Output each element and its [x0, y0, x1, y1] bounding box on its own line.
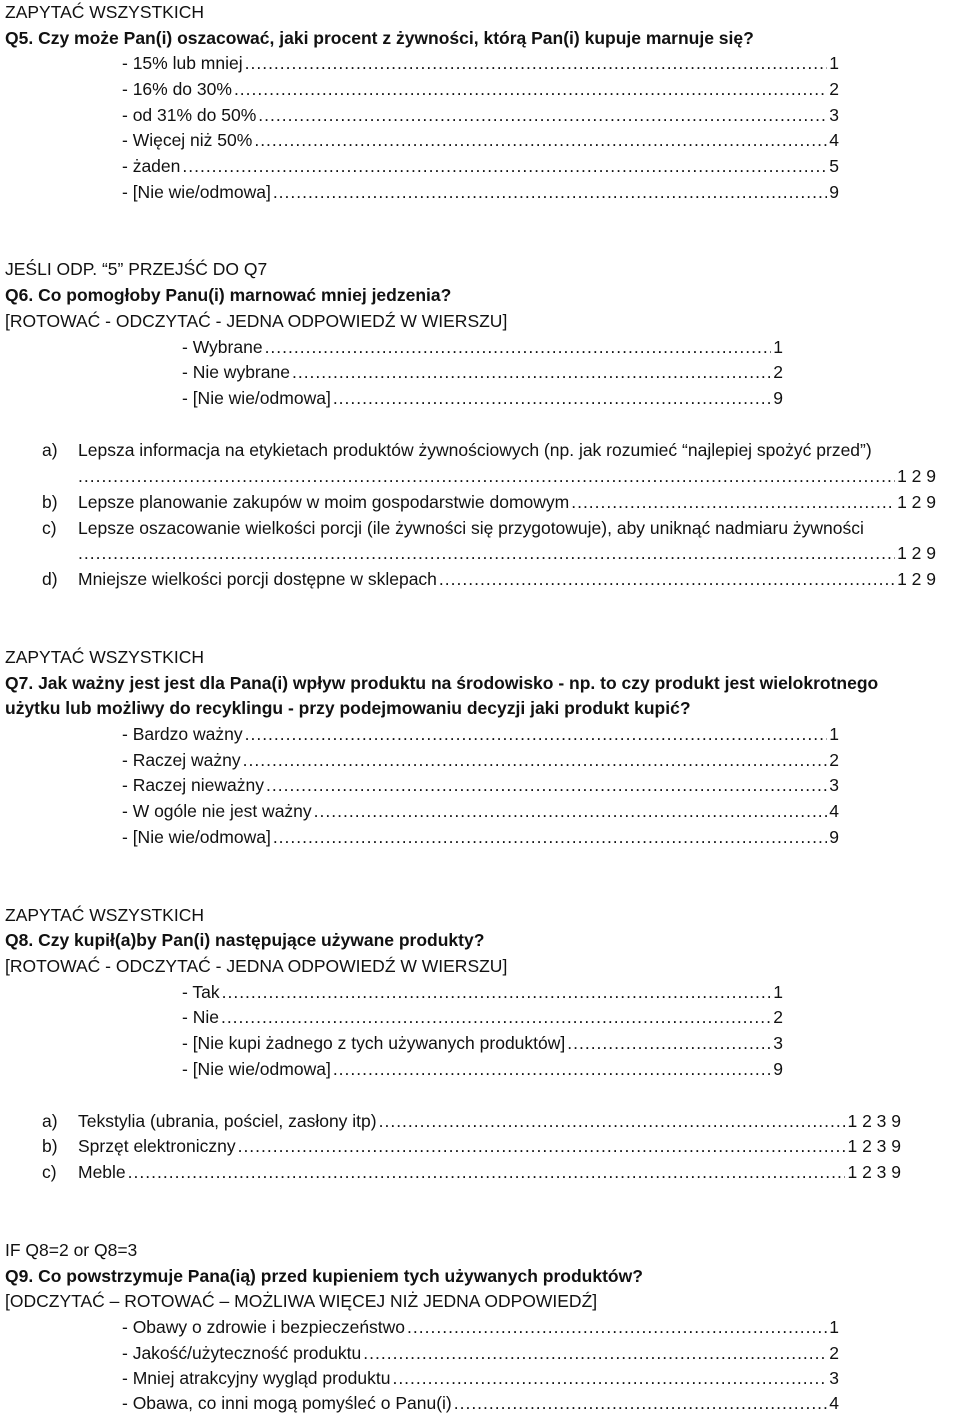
q5-instruction: ZAPYTAĆ WSZYSTKICH	[5, 2, 204, 22]
q5-option-5	[122, 155, 839, 177]
q9-option-3	[122, 1367, 839, 1389]
option-code: 4	[829, 801, 839, 821]
q5-option-1	[122, 52, 839, 74]
option-label: - od 31% do 50%	[122, 105, 257, 125]
option-label: - [Nie wie/odmowa]	[122, 827, 271, 847]
option-label: - Wybrane	[182, 337, 263, 357]
q7-option-3	[122, 774, 839, 796]
q8-item-b	[78, 1135, 901, 1157]
q8-option-3	[182, 1032, 783, 1054]
item-text: Tekstylia (ubrania, pościel, zasłony itp)	[78, 1111, 377, 1131]
q8-item-letter-a: a)	[42, 1111, 58, 1131]
q7-option-1	[122, 723, 839, 745]
item-codes: 1 2 3 9	[847, 1136, 901, 1156]
q7-instruction: ZAPYTAĆ WSZYSTKICH	[5, 647, 204, 667]
q6-item-letter-c: c)	[42, 518, 57, 538]
q6-option-9	[182, 387, 783, 409]
option-code: 4	[829, 130, 839, 150]
option-code: 2	[829, 79, 839, 99]
q8-instruction-rotate: [ROTOWAĆ - ODCZYTAĆ - JEDNA ODPOWIEDŹ W WIERSZU]	[5, 956, 508, 976]
option-code: 3	[773, 1033, 783, 1053]
option-label: - Obawy o zdrowie i bezpieczeństwo	[122, 1317, 406, 1337]
q6-instruction: [ROTOWAĆ - ODCZYTAĆ - JEDNA ODPOWIEDŹ W WIERSZU]	[5, 311, 508, 331]
q8-item-a	[78, 1110, 901, 1132]
q5-skip-instruction: JEŚLI ODP. “5” PRZEJŚĆ DO Q7	[5, 259, 268, 279]
option-label: - [Nie wie/odmowa]	[182, 388, 331, 408]
option-code: 2	[829, 750, 839, 770]
option-label: - Raczej ważny	[122, 750, 241, 770]
q6-item-letter-d: d)	[42, 569, 58, 589]
item-codes: 1 2 9	[897, 569, 936, 589]
option-label: - Nie wybrane	[182, 362, 290, 382]
q6-item-codes-a	[78, 465, 936, 487]
option-code: 1	[829, 724, 839, 744]
q6-question: Q6. Co pomogłoby Panu(i) marnować mniej jedzenia?	[5, 285, 452, 305]
q6-item-d	[78, 568, 936, 590]
q6-item-b	[78, 491, 936, 513]
q6-item-codes-c	[78, 542, 936, 564]
q6-item-letter-b: b)	[42, 492, 58, 512]
option-code: 3	[829, 1368, 839, 1388]
option-code: 9	[829, 827, 839, 847]
q9-instruction: [ODCZYTAĆ – ROTOWAĆ – MOŻLIWA WIĘCEJ NIŻ JEDNA ODPOWIEDŹ]	[5, 1291, 598, 1311]
q7-question-line1: Q7. Jak ważny jest jest dla Pana(i) wpływ produktu na środowisko - np. to czy produkt jest wielokrotnego	[5, 673, 879, 693]
option-code: 9	[829, 182, 839, 202]
q9-option-1	[122, 1316, 839, 1338]
q9-option-2	[122, 1342, 839, 1364]
q7-option-4	[122, 800, 839, 822]
item-codes: 1 2 9	[897, 543, 936, 563]
option-code: 5	[829, 156, 839, 176]
option-code: 2	[773, 362, 783, 382]
item-codes: 1 2 9	[897, 492, 936, 512]
q9-question: Q9. Co powstrzymuje Pana(ią) przed kupieniem tych używanych produktów?	[5, 1266, 643, 1286]
option-label: - Obawa, co inni mogą pomyśleć o Panu(i)	[122, 1393, 452, 1413]
option-label: - [Nie wie/odmowa]	[122, 182, 271, 202]
option-code: 9	[773, 1059, 783, 1079]
option-label: - Bardzo ważny	[122, 724, 243, 744]
option-label: - 15% lub mniej	[122, 53, 243, 73]
q7-question-line2: użytku lub możliwy do recyklingu - przy podejmowaniu decyzji jaki produkt kupić?	[5, 698, 691, 718]
option-code: 9	[773, 388, 783, 408]
q5-option-2	[122, 78, 839, 100]
option-label: - 16% do 30%	[122, 79, 232, 99]
option-label: - żaden	[122, 156, 181, 176]
option-code: 1	[829, 1317, 839, 1337]
option-code: 3	[829, 105, 839, 125]
q7-option-9	[122, 826, 839, 848]
item-codes: 1 2 3 9	[847, 1111, 901, 1131]
q8-item-letter-b: b)	[42, 1136, 58, 1156]
option-code: 2	[829, 1343, 839, 1363]
item-text: Meble	[78, 1162, 126, 1182]
option-label: - Więcej niż 50%	[122, 130, 253, 150]
option-code: 2	[773, 1007, 783, 1027]
item-codes: 1 2 9	[897, 466, 936, 486]
q5-option-9	[122, 181, 839, 203]
q9-option-4	[122, 1392, 839, 1414]
item-text: Lepsze planowanie zakupów w moim gospodarstwie domowym	[78, 492, 570, 512]
option-label: - Mniej atrakcyjny wygląd produktu	[122, 1368, 391, 1388]
option-code: 3	[829, 775, 839, 795]
q6-item-text-c: Lepsze oszacowanie wielkości porcji (ile żywności się przygotowuje), aby uniknąć nadmiaru żywności	[78, 518, 864, 538]
q6-option-2	[182, 361, 783, 383]
option-code: 1	[773, 337, 783, 357]
q9-condition: IF Q8=2 or Q8=3	[5, 1240, 138, 1260]
option-label: - [Nie wie/odmowa]	[182, 1059, 331, 1079]
q6-item-letter-a: a)	[42, 440, 58, 460]
q8-item-c	[78, 1161, 901, 1183]
q8-option-2	[182, 1006, 783, 1028]
option-label: - Jakość/użyteczność produktu	[122, 1343, 362, 1363]
option-label: - Raczej nieważny	[122, 775, 264, 795]
option-code: 1	[829, 53, 839, 73]
item-text: Mniejsze wielkości porcji dostępne w sklepach	[78, 569, 437, 589]
option-label: - W ogóle nie jest ważny	[122, 801, 312, 821]
q5-option-3	[122, 104, 839, 126]
option-label: - Tak	[182, 982, 220, 1002]
q6-item-text-a: Lepsza informacja na etykietach produktów żywnościowych (np. jak rozumieć “najlepiej spożyć przed”)	[78, 440, 872, 460]
option-code: 1	[773, 982, 783, 1002]
q8-option-1	[182, 981, 783, 1003]
q8-option-9	[182, 1058, 783, 1080]
q8-instruction: ZAPYTAĆ WSZYSTKICH	[5, 905, 204, 925]
option-label: - [Nie kupi żadnego z tych używanych produktów]	[182, 1033, 566, 1053]
item-codes: 1 2 3 9	[847, 1162, 901, 1182]
q7-option-2	[122, 749, 839, 771]
q5-question: Q5. Czy może Pan(i) oszacować, jaki procent z żywności, którą Pan(i) kupuje marnuje się?	[5, 28, 754, 48]
option-code: 4	[829, 1393, 839, 1413]
q8-item-letter-c: c)	[42, 1162, 57, 1182]
q8-question: Q8. Czy kupił(a)by Pan(i) następujące używane produkty?	[5, 930, 485, 950]
option-label: - Nie	[182, 1007, 219, 1027]
q6-option-1	[182, 336, 783, 358]
q5-option-4	[122, 129, 839, 151]
item-text: Sprzęt elektroniczny	[78, 1136, 236, 1156]
